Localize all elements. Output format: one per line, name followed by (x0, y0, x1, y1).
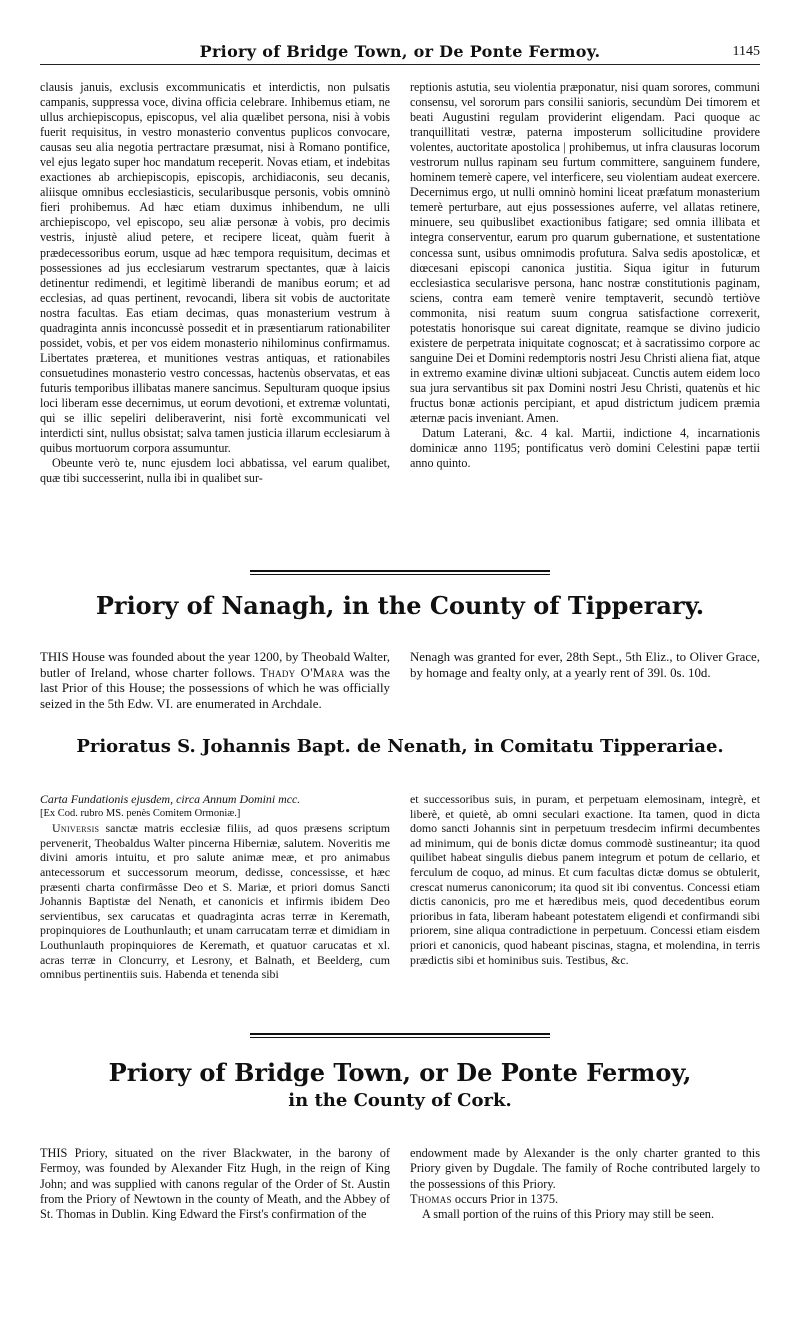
paragraph: endowment made by Alexander is the only charter granted to this Priory given by Dugdale. The family of Roche contributed largely to the possessions of this Priory. (410, 1146, 760, 1191)
nenagh-intro-right (410, 650, 760, 712)
paragraph: reptionis astutia, seu violentia præponatur, nisi quam sorores, communi consensu, vel sororum pars consilii sanioris, secundùm Dei timorem et beati Augustini regulam providerint eligendam. Paci quoque ac tranquillitati vestræ, paterna imposterum sollicitudine providere volentes, auctoritate apostolica | prohibemus, ut infra clausuras locorum vestrorum nullus rapinam seu furtum committere, sanguinem fundere, hominem temerè capere, vel interficere, seu violentiam audeat exercere. Decernimus ergo, ut nulli omninò homini liceat præfatum monasterium temerè perturbare, aut ejus possessiones auferre, vel allatas retinere, minuere, seu quibuslibet exactionibus fatigare; sed omnia illibata et integra conserventur, earum pro quarum gubernatione, et sustentatione concessa sunt, usibus omnimodis profutura. Salva sedis apostolicæ, et diœcesani episcopi canonica justitia. Siqua igitur in futurum ecclesiastica secularisve persona, hanc nostræ constitutionis paginam, sciens, contra eam temerè venire temptaverit, secundò tertiòve commonita, nisi reatum suum congrua satisfactione correxerit, potestatis honorisque sui careat dignitate, reamque se divino judicio existere de perpetrata iniquitate cognoscat; et à sacratissimo corpore ac sanguine Dei et Domini redemptoris nostri Jesu Christi aliena fiat, atque in extremo examine divinæ ultioni subjaceat. Cunctis autem eidem loco sua jura servantibus sit pax Domini nostri Jesu Christi, quatenùs et hic fructus bonæ actionis percipiant, et apud districtum judicem præmia æternæ pacis inveniant. Amen. (410, 80, 760, 426)
running-title: Priory of Bridge Town, or De Ponte Fermoy. (199, 42, 601, 61)
nenagh-intro (40, 650, 760, 712)
top-text-columns (40, 80, 760, 486)
paragraph: A small portion of the ruins of this Priory may still be seen. (422, 1207, 715, 1222)
header-rule (40, 64, 760, 65)
section-divider (250, 570, 550, 575)
section-heading-fermoy-county: in the County of Cork. (288, 1090, 512, 1111)
top-left-column (40, 80, 390, 486)
prior-name: Thady O'Mara (260, 665, 345, 680)
charter-source: [Ex Cod. rubro MS. penès Comitem Ormoniæ.] (40, 807, 241, 819)
paragraph: Obeunte verò te, nunc ejusdem loci abbatissa, vel earum qualibet, quæ tibi successerint, nulla ibi in qualibet sur- (40, 456, 390, 486)
top-right-column (410, 80, 760, 486)
charter-lead-word: Universis (52, 821, 100, 836)
prior-note: occurs Prior in 1375. (454, 1191, 559, 1206)
sub-heading-prioratus: Prioratus S. Johannis Bapt. de Nenath, in Comitatu Tipperariae. (76, 736, 724, 757)
fermoy-left-column (40, 1146, 390, 1222)
prior-name: Thomas (410, 1191, 452, 1206)
nenagh-intro-left (40, 650, 390, 712)
charter-title: Carta Fundationis ejusdem, circa Annum Domini mcc. (40, 792, 301, 806)
fermoy-text-columns (40, 1146, 760, 1222)
section-heading-fermoy: Priory of Bridge Town, or De Ponte Fermoy, (108, 1058, 692, 1087)
intro-lead: THIS House was founded about the year 1200, by Theobald Walter, butler of Ireland, whose charter follows. (40, 650, 390, 680)
paragraph: THIS Priory, situated on the river Blackwater, in the barony of Fermoy, was founded by Alexander Fitz Hugh, in the reign of King John; and was supplied with canons regular of the Order of St. Austin from the Priory of Newtown in the county of Meath, and the Abbey of St. Thomas in Dublin. King Edward the First's confirmation of the (40, 1146, 390, 1222)
charter-left-column (40, 792, 390, 982)
intro-right-text: Nenagh was granted for ever, 28th Sept., 5th Eliz., to Oliver Grace, by homage and fealty only, at a yearly rent of 39l. 0s. 10d. (410, 650, 760, 680)
charter-text-left: sanctæ matris ecclesiæ filiis, ad quos præsens scriptum pervenerit, Theobaldus Walter pincerna Hiberniæ, salutem. Noveritis me divini amoris intuitu, et pro salute animæ meæ, et pro animabus antecessorum et successorum meorum, dedisse, concessisse, et hæc præsenti charta confirmâsse Deo et S. Mariæ, et priori domus Sancti Johannis Baptistæ del Nenath, et canonicis et infirmis ibidem Deo servientibus, sex carucatas et quadraginta acras terræ in Keremath, propinquiores de Louthunlauth; et unam carrucatam terræ et dimidiam in Louthunlauth propinquiores de Keremath, et quatuor carucatas et xl. acras terræ in Cloncurry, et Lesrony, et Balnath, et Beelderg, cum omnibus pertinentiis suis. Habenda et tenenda sibi (40, 821, 390, 982)
fermoy-right-column (410, 1146, 760, 1222)
paragraph: Datum Laterani, &c. 4 kal. Martii, indictione 4, incarnationis dominicæ anno 1195; pontificatus verò domini Celestini papæ tertii anno quinto. (410, 426, 760, 471)
charter-right-column (410, 792, 760, 982)
section-heading-nenagh: Priory of Nanagh, in the County of Tipperary. (95, 591, 705, 620)
paragraph: clausis januis, exclusis excommunicatis et interdictis, non pulsatis campanis, suppressa voce, divina officia celebrare. Inhibemus etiam, ne ullus archiepiscopus, episcopus, vel alia quælibet persona, nisi à vobis fuerit requisitus, in vestro monasterio conventus puplicos convocare, causas seu alia negotia pertractare præsumat, nisi à Romano pontifice, vel ejus legato super hoc mandatum receperit. Novas etiam, et indebitas exactiones ab archiepiscopis, episcopis, archidiaconis, seu decanis, aliisque omnibus ecclesiasticis, secularibusque personis, vobis omninò fieri prohibemus. Ad hæc etiam duximus inhibendum, ne ulli archiepiscopo, vel episcopo, seu aliæ personæ à vobis, pro decimis vestris, injustè aliud petere, et recipere liceat, quàm fuerit à prædecessoribus eorum, usque ad hæc tempora requisitum, decimas et possessiones ad jus ecclesiarum vestrarum spectantes, quæ à laicis detinentur redimendi, et legitimè liberandi de manibus eorum; et ad ecclesias, ad quas pertinent, revocandi, libera sit vobis de auctoritate nostra facultas. Eas etiam decimas, quas monasterium vestrum à quadraginta annis inconcussè possedit et in præsentiarum rationabiliter possidet, vobis, et per vos eidem monasterio nihilominus confirmamus. Libertates præterea, et munitiones vestras antiquas, et rationabiles consuetudines monasterio vestro concessas, hactenùs observatas, et eas futuris temporibus illibatas manere sancimus. Sepulturam quoque ipsius loci liberam esse decernimus, ut eorum devotioni, et extremæ voluntati, qui se illic sepeliri deliberaverint, nisi fortè excommunicati vel interdicti sint, nullus obsistat; salva tamen justicia illarum ecclesiarum à quibus mortuorum corpora assumuntur. (40, 80, 390, 456)
charter-columns (40, 792, 760, 982)
section-divider (250, 1033, 550, 1038)
charter-text-right: et successoribus suis, in puram, et perpetuam elemosinam, integrè, et liberè, et quietè, ab omni seculari exactione. Ita tamen, quod in dicta domo sancti Johannis sint in perpetuum tresdecim infirmi decumbentes ad minimum, qui de bonis dictæ domus commodè sustineantur; ita quod quilibet habeat singulis diebus panem integrum et potum de cellario, et ferculum de coquo, ad minus. Et cum facultas dictæ domus se obtulerit, crescat numerus canonicorum; ita quod sit ibi conventus. Concessi etiam dictis canonicis, pro me et hæredibus meis, quod decedentibus eorum prioribus in fata, liberam habeant potestatem eligendi et confirmandi sibi priorem, sine aliqua contradictione in perpetuum. Concessi etiam eisdem priori et canonicis, quod habeant piscinas, stagna, et molendina, in terris prædictis sibi et hominibus suis. Testibus, &c. (410, 792, 760, 967)
intro-tail: was the last Prior of this House; the possessions of which he was officially seized in the 5th Edw. VI. are enumerated in Archdale. (40, 665, 390, 711)
page-number: 1145 (732, 44, 760, 59)
